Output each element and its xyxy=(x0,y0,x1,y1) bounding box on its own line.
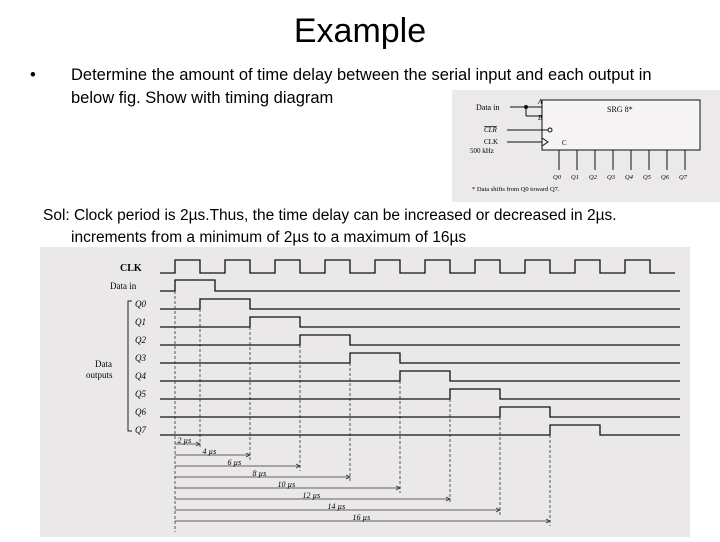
q3-waveform xyxy=(160,353,680,363)
pin-label-q1: Q1 xyxy=(571,174,579,181)
clk-frequency: 500 kHz xyxy=(470,147,494,155)
data-in-label: Data in xyxy=(476,103,500,112)
solution-text xyxy=(43,205,683,249)
clr-label: CLR xyxy=(484,126,497,134)
block-label: SRG 8* xyxy=(607,105,633,114)
output-pins xyxy=(559,150,685,170)
solution-line-2: increments from a minimum of 2µs to a maximum of 16µs xyxy=(71,229,467,246)
pin-label-q3: Q3 xyxy=(607,174,615,181)
clock-pin-label: C xyxy=(562,139,567,147)
pin-label-q2: Q2 xyxy=(589,174,597,181)
q4-waveform xyxy=(160,371,680,381)
q6-waveform xyxy=(160,407,680,417)
timing-diagram-figure xyxy=(40,247,690,537)
pin-label-q5: Q5 xyxy=(643,174,651,181)
input-b-label: B xyxy=(538,114,543,122)
timing-q7-label: Q7 xyxy=(135,425,146,435)
timing-diagram xyxy=(40,247,690,537)
timing-q5-label: Q5 xyxy=(135,389,146,399)
pin-label-q4: Q4 xyxy=(625,174,633,181)
delay-label-7: 14 µs xyxy=(327,502,346,511)
delay-label-5: 10 µs xyxy=(277,480,296,489)
timing-data-in-label: Data in xyxy=(110,281,137,291)
delay-label-6: 12 µs xyxy=(302,491,321,500)
clk-label: CLK xyxy=(484,138,498,146)
input-a-label: A xyxy=(538,98,543,106)
clk-waveform xyxy=(160,260,675,273)
q7-waveform xyxy=(160,425,680,435)
data-in-waveform xyxy=(160,280,680,291)
delay-label-8: 16 µs xyxy=(352,513,371,522)
timing-clk-label: CLK xyxy=(120,263,142,274)
delay-label-1: 2 µs xyxy=(177,436,192,445)
pin-label-q6: Q6 xyxy=(661,174,669,181)
q0-waveform xyxy=(160,299,680,309)
timing-q3-label: Q3 xyxy=(135,353,146,363)
timing-q4-label: Q4 xyxy=(135,371,146,381)
delay-label-4: 8 µs xyxy=(252,469,267,478)
data-outputs-label-line2: outputs xyxy=(86,370,113,380)
slide-title: Example xyxy=(293,12,427,50)
timing-q2-label: Q2 xyxy=(135,335,146,345)
bullet-text: Determine the amount of time delay between the serial input and each output in below fig. Show with timing diagram xyxy=(71,66,652,107)
delay-label-3: 6 µs xyxy=(227,458,242,467)
outputs-bracket xyxy=(128,301,132,431)
pin-label-q0: Q0 xyxy=(553,174,561,181)
timing-q1-label: Q1 xyxy=(135,317,146,327)
q2-waveform xyxy=(160,335,680,345)
pin-label-q7: Q7 xyxy=(679,174,687,181)
timing-q6-label: Q6 xyxy=(135,407,146,417)
footnote: * Data shifts from Q0 toward Q7. xyxy=(472,186,560,193)
bullet-dot-icon: • xyxy=(30,66,36,84)
q1-waveform xyxy=(160,317,680,327)
delay-label-2: 4 µs xyxy=(202,447,217,456)
timing-q0-label: Q0 xyxy=(135,299,146,309)
q5-waveform xyxy=(160,389,680,399)
shift-register-diagram xyxy=(452,90,720,202)
shift-register-figure xyxy=(452,90,720,202)
solution-line-1: Sol: Clock period is 2µs.Thus, the time delay can be increased or decreased in 2µs. xyxy=(43,207,617,224)
data-outputs-label-line1: Data xyxy=(95,359,112,369)
